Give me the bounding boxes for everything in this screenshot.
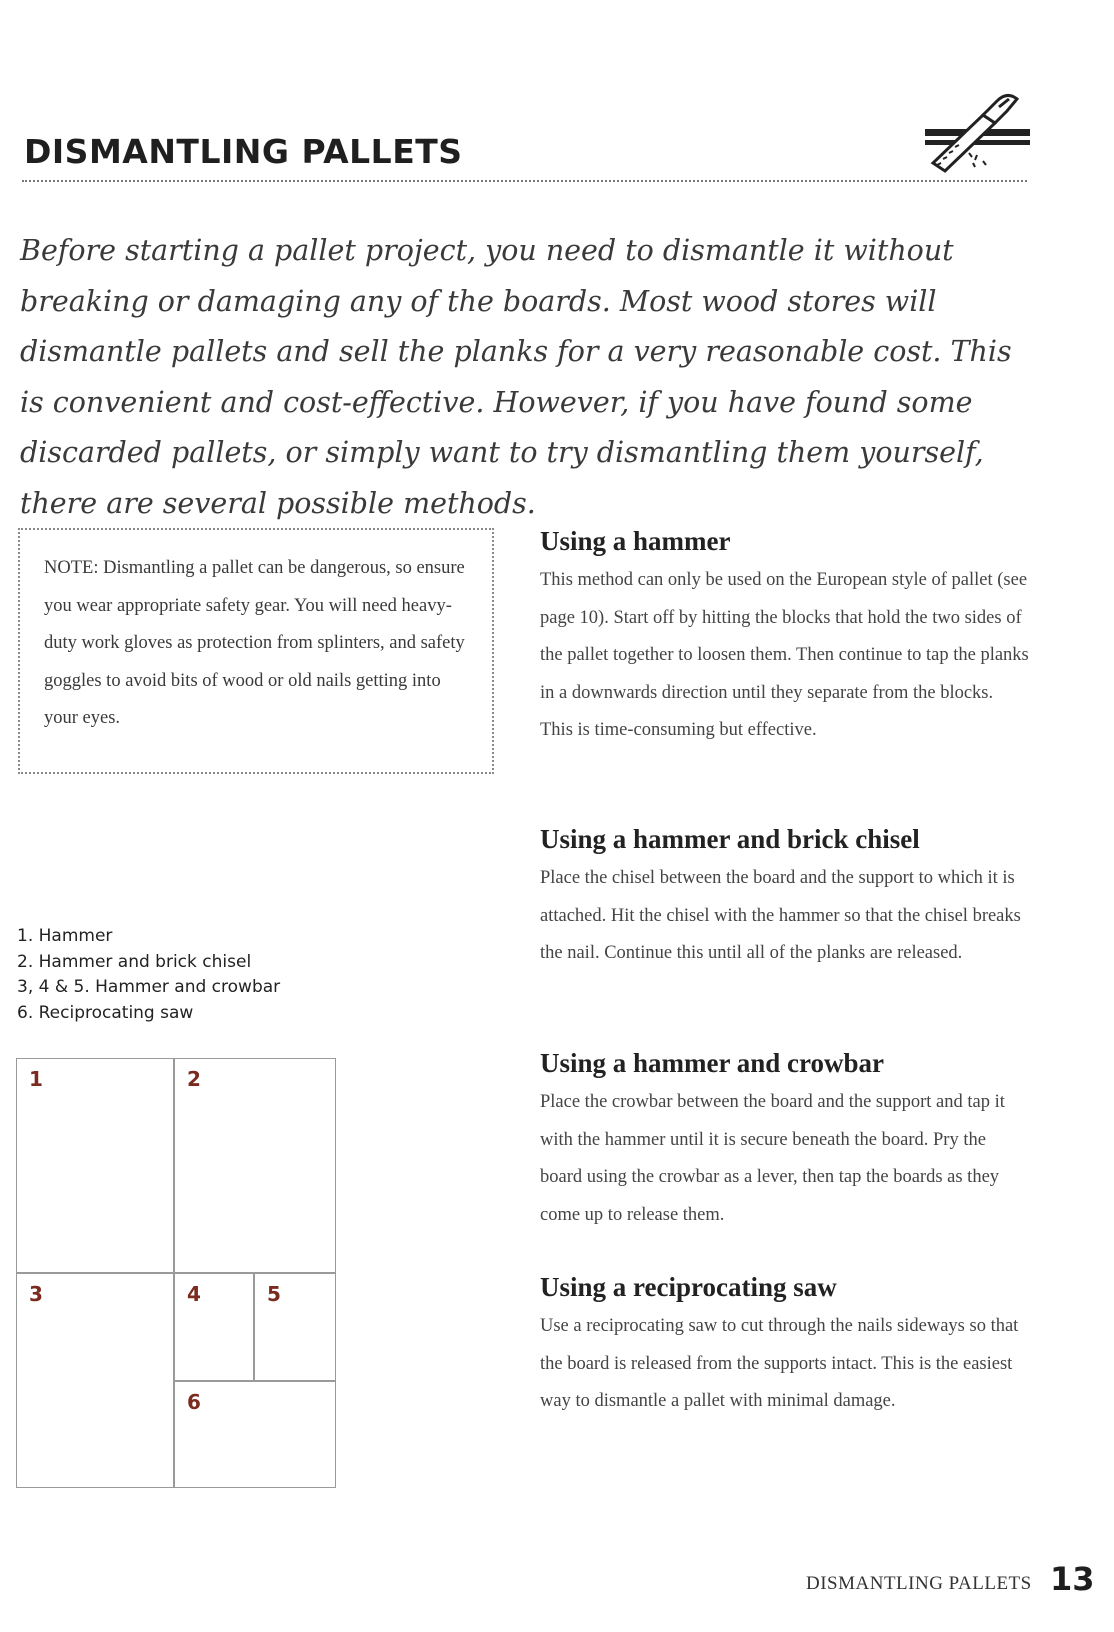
page-number: 13 (1050, 1560, 1095, 1598)
safety-note-text: NOTE: Dismantling a pallet can be dangerous, so ensure you wear appropriate safety gear. You will need heavy-duty work gloves as protection from splinters, and safety goggles to avoid bits of wood or old nails getting into your eyes. (44, 558, 465, 728)
section-heading: Using a hammer and crowbar (540, 1048, 885, 1078)
section-body: This method can only be used on the European style of pallet (see page 10). Start off by hitting the blocks that hold the two sides of the pallet together to loosen them. Then continue to tap the planks in a downwards direction until they separate from the blocks. This is time-consuming but effective. (540, 570, 1029, 740)
photo-cell-6 (174, 1381, 336, 1488)
caption-item: 3, 4 & 5. Hammer and crowbar (17, 977, 281, 997)
caption-item: 1. Hammer (17, 926, 113, 946)
caption-item: 2. Hammer and brick chisel (17, 951, 252, 972)
photo-cell-2 (174, 1058, 336, 1273)
photo-cell-1 (16, 1058, 174, 1273)
section-heading: Using a hammer (540, 526, 731, 556)
photo-cell-3 (16, 1273, 174, 1488)
section-body: Use a reciprocating saw to cut through the nails sideways so that the board is released from the supports intact. This is the easiest way to dismantle a pallet with minimal damage. (540, 1316, 1019, 1411)
section-hammer-brick-chisel (540, 822, 1030, 973)
section-hammer (540, 524, 1030, 750)
section-hammer-crowbar (540, 1046, 1030, 1234)
photo-label: 6 (187, 1390, 201, 1414)
photo-label: 4 (187, 1282, 201, 1306)
photo-grid (16, 1058, 336, 1488)
photo-label: 2 (187, 1067, 201, 1091)
section-heading: Using a hammer and brick chisel (540, 824, 920, 854)
intro-paragraph: Before starting a pallet project, you need to dismantle it without breaking or damaging any of the boards. Most wood stores will dismantle pallets and sell the planks for a very reasonable cost. This is convenient and cost-effective. However, if you have found some discarded pallets, or simply want to try dismantling them yourself, there are several possible methods. (20, 234, 1012, 520)
safety-note-box (18, 528, 494, 774)
caption-item: 6. Reciprocating saw (17, 1002, 194, 1023)
page-title: DISMANTLING PALLETS (24, 132, 463, 171)
photo-cell-4 (174, 1273, 254, 1381)
section-heading: Using a reciprocating saw (540, 1272, 837, 1302)
photo-cell-5 (254, 1273, 336, 1381)
photo-label: 5 (267, 1282, 281, 1306)
photo-label: 1 (29, 1067, 43, 1091)
header-divider (22, 180, 1027, 182)
saw-icon (925, 85, 1030, 175)
section-body: Place the chisel between the board and the support to which it is attached. Hit the chisel with the hammer so that the chisel breaks the nail. Continue this until all of the planks are released. (540, 868, 1021, 963)
running-footer: DISMANTLING PALLETS (806, 1573, 1032, 1594)
photo-caption-list (17, 924, 280, 1026)
section-body: Place the crowbar between the board and the support and tap it with the hammer until it is secure beneath the board. Pry the board using the crowbar as a lever, then tap the boards as they come up to release them. (540, 1092, 1005, 1225)
photo-label: 3 (29, 1282, 43, 1306)
section-reciprocating-saw (540, 1270, 1030, 1421)
